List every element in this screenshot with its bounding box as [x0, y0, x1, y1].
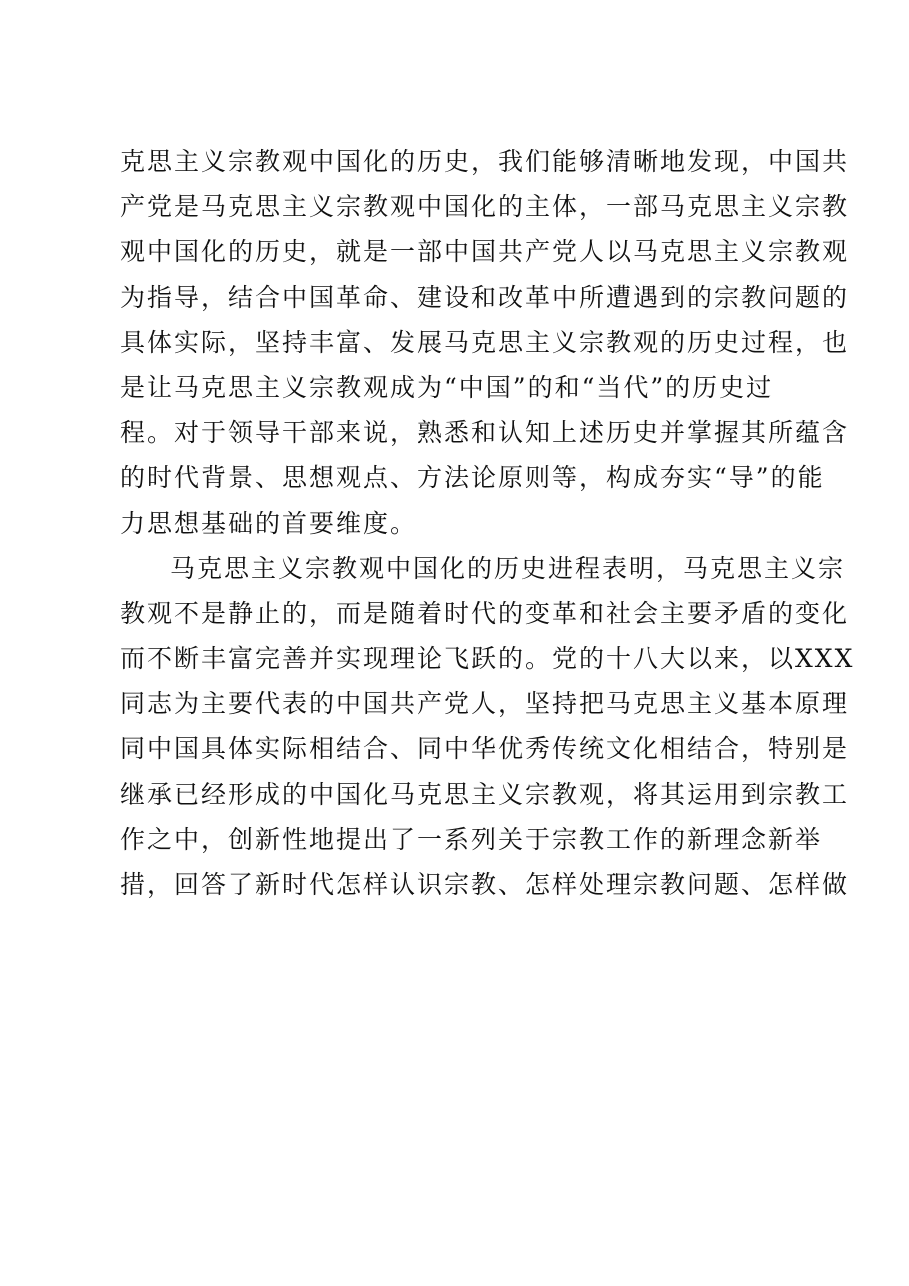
body-text — [120, 139, 855, 907]
text-line: 观中国化的历史，就是一部中国共产党人以马克思主义宗教观 — [120, 237, 850, 267]
text-line: 程。对于领导干部来说，熟悉和认知上述历史并掌握其所蕴含 — [120, 418, 850, 448]
text-line: 教观不是静止的，而是随着时代的变革和社会主要矛盾的变化 — [120, 598, 850, 628]
text-line: 作之中，创新性地提出了一系列关于宗教工作的新理念新举 — [120, 824, 823, 854]
text-line: 而不断丰富完善并实现理论飞跃的。党的十八大以来，以XXX — [120, 644, 855, 674]
text-line: 措，回答了新时代怎样认识宗教、怎样处理宗教问题、怎样做 — [120, 870, 850, 899]
text-line: 具体实际，坚持丰富、发展马克思主义宗教观的历史过程，也 — [120, 327, 850, 357]
text-line: 力思想基础的首要维度。 — [120, 508, 418, 538]
paragraph-2 — [120, 546, 855, 908]
text-line: 马克思主义宗教观中国化的历史进程表明，马克思主义宗 — [170, 553, 846, 583]
paragraph-1 — [120, 139, 850, 546]
text-line: 同中国具体实际相结合、同中华优秀传统文化相结合，特别是 — [120, 734, 850, 764]
text-line: 继承已经形成的中国化马克思主义宗教观，将其运用到宗教工 — [120, 779, 850, 809]
text-line: 产党是马克思主义宗教观中国化的主体，一部马克思主义宗教 — [120, 192, 850, 222]
text-line: 为指导，结合中国革命、建设和改革中所遭遇到的宗教问题的 — [120, 282, 850, 312]
text-line: 克思主义宗教观中国化的历史，我们能够清晰地发现，中国共 — [120, 147, 850, 176]
text-line: 同志为主要代表的中国共产党人，坚持把马克思主义基本原理 — [120, 689, 850, 719]
text-line: 是让马克思主义宗教观成为“中国”的和“当代”的历史过 — [120, 372, 774, 402]
text-line: 的时代背景、思想观点、方法论原则等，构成夯实“导”的能 — [120, 463, 825, 493]
